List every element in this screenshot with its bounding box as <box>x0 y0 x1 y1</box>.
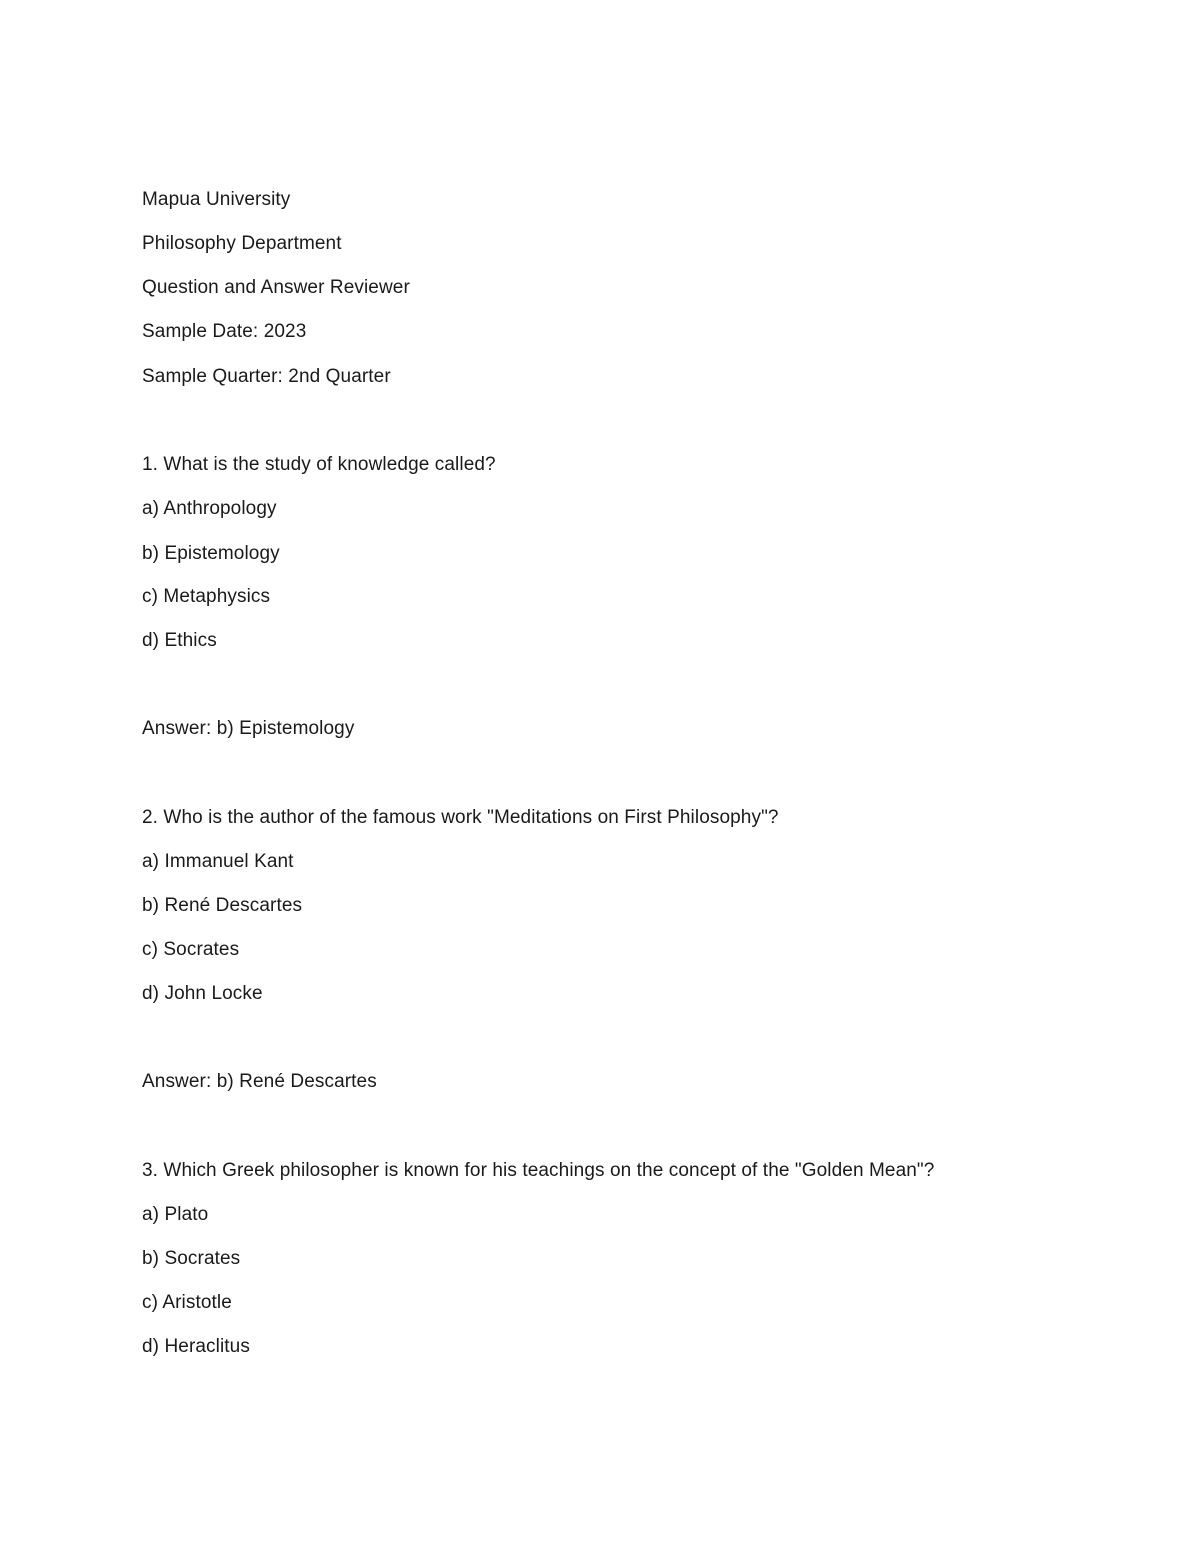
answer-option: b) Epistemology <box>142 543 280 564</box>
answer-option: b) René Descartes <box>142 895 303 916</box>
answer-option: b) Socrates <box>142 1248 241 1269</box>
university-name: Mapua University <box>142 189 291 210</box>
answer-option: c) Aristotle <box>142 1292 232 1313</box>
correct-answer: Answer: b) René Descartes <box>142 1071 377 1092</box>
question-text: 1. What is the study of knowledge called? <box>142 454 496 475</box>
question-text: 3. Which Greek philosopher is known for his teachings on the concept of the "Golden Mean"? <box>142 1160 935 1181</box>
answer-option: a) Immanuel Kant <box>142 851 294 872</box>
question-text: 2. Who is the author of the famous work "Meditations on First Philosophy"? <box>142 807 779 828</box>
department-name: Philosophy Department <box>142 233 342 254</box>
answer-option: c) Socrates <box>142 939 240 960</box>
correct-answer: Answer: b) Epistemology <box>142 718 355 739</box>
sample-quarter: Sample Quarter: 2nd Quarter <box>142 366 391 387</box>
answer-option: c) Metaphysics <box>142 586 271 607</box>
document-title: Question and Answer Reviewer <box>142 277 410 298</box>
answer-option: d) Ethics <box>142 630 217 651</box>
answer-option: a) Plato <box>142 1204 209 1225</box>
answer-option: d) Heraclitus <box>142 1336 250 1357</box>
answer-option: a) Anthropology <box>142 498 277 519</box>
sample-date: Sample Date: 2023 <box>142 321 307 342</box>
answer-option: d) John Locke <box>142 983 263 1004</box>
